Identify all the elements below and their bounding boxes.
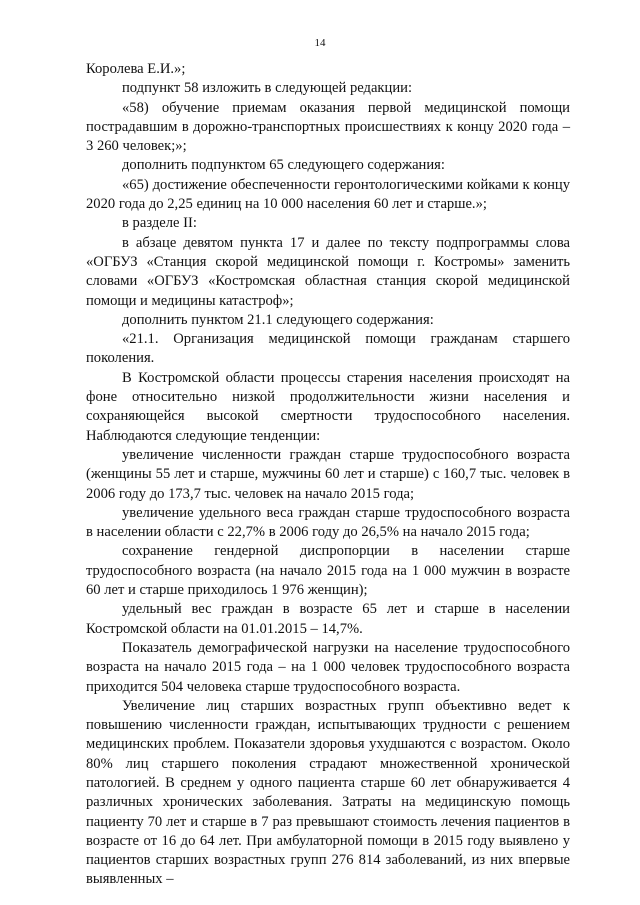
- paragraph: дополнить подпунктом 65 следующего содержания:: [122, 157, 445, 174]
- paragraph: подпункт 58 изложить в следующей редакции:: [122, 80, 413, 97]
- paragraph: дополнить пунктом 21.1 следующего содержания:: [122, 311, 434, 328]
- document-body: [86, 60, 570, 890]
- page-number: 14: [314, 37, 326, 49]
- paragraph: В Костромской области процессы старения населения происходят на фоне относительно низкой продолжительности жизни населения и сохраняющейся высокой смертности трудоспособного населения. Наблюдаются следующие тенденции:: [86, 369, 570, 444]
- paragraph: в разделе II:: [122, 215, 197, 232]
- paragraph: увеличение численности граждан старше трудоспособного возраста (женщины 55 лет и старше, мужчины 60 лет и старше) с 160,7 тыс. человек в 2006 году до 173,7 тыс. человек на начало 2015 года;: [86, 446, 570, 502]
- paragraph: Увеличение лиц старших возрастных групп объективно ведет к повышению численности граждан, испытывающих трудности с решением медицинских проблем. Показатели здоровья ухудшаются с возрастом. Около 80% лиц старшего поколения страдают множественной хронической патологией. В среднем у одного пациента старше 60 лет обнаруживается 4 различных хронических заболевания. Затраты на медицинскую помощь пациенту 70 лет и старше в 7 раз превышают стоимость лечения пациентов в возрасте от 16 до 64 лет. При амбулаторной помощи в 2015 году выявлено у пациентов старших возрастных групп 276 814 заболеваний, из них впервые выявленных –: [86, 697, 570, 888]
- paragraph: «65) достижение обеспеченности геронтологическими койками к концу 2020 года до 2,25 единиц на 10 000 населения 60 лет и старше.»;: [86, 176, 570, 213]
- paragraph: удельный вес граждан в возрасте 65 лет и старше в населении Костромской области на 01.01.2015 – 14,7%.: [86, 601, 570, 637]
- paragraph: «58) обучение приемам оказания первой медицинской помощи пострадавшим в дорожно-транспортных происшествиях к концу 2020 года – 3 260 человек;»;: [86, 99, 570, 155]
- paragraph: в абзаце девятом пункта 17 и далее по тексту подпрограммы слова «ОГБУЗ «Станция скорой медицинской помощи г. Костромы» заменить словами «ОГБУЗ «Костромская областная станция скорой медицинской помощи и медицины катастроф»;: [86, 234, 570, 309]
- paragraph: сохранение гендерной диспропорции в населении старше трудоспособного возраста (на начало 2015 года на 1 000 мужчин в возрасте 60 лет и старше приходилось 1 976 женщин);: [86, 543, 570, 599]
- paragraph: увеличение удельного веса граждан старше трудоспособного возраста в населении области с 22,7% в 2006 году до 26,5% на начало 2015 года;: [86, 504, 570, 541]
- paragraph: Королева Е.И.»;: [86, 61, 186, 77]
- paragraph: «21.1. Организация медицинской помощи гражданам старшего поколения.: [86, 331, 570, 367]
- paragraph: Показатель демографической нагрузки на население трудоспособного возраста на начало 2015 года – на 1 000 человек трудоспособного возраста приходится 504 человека старше трудоспособного возраста.: [86, 639, 570, 695]
